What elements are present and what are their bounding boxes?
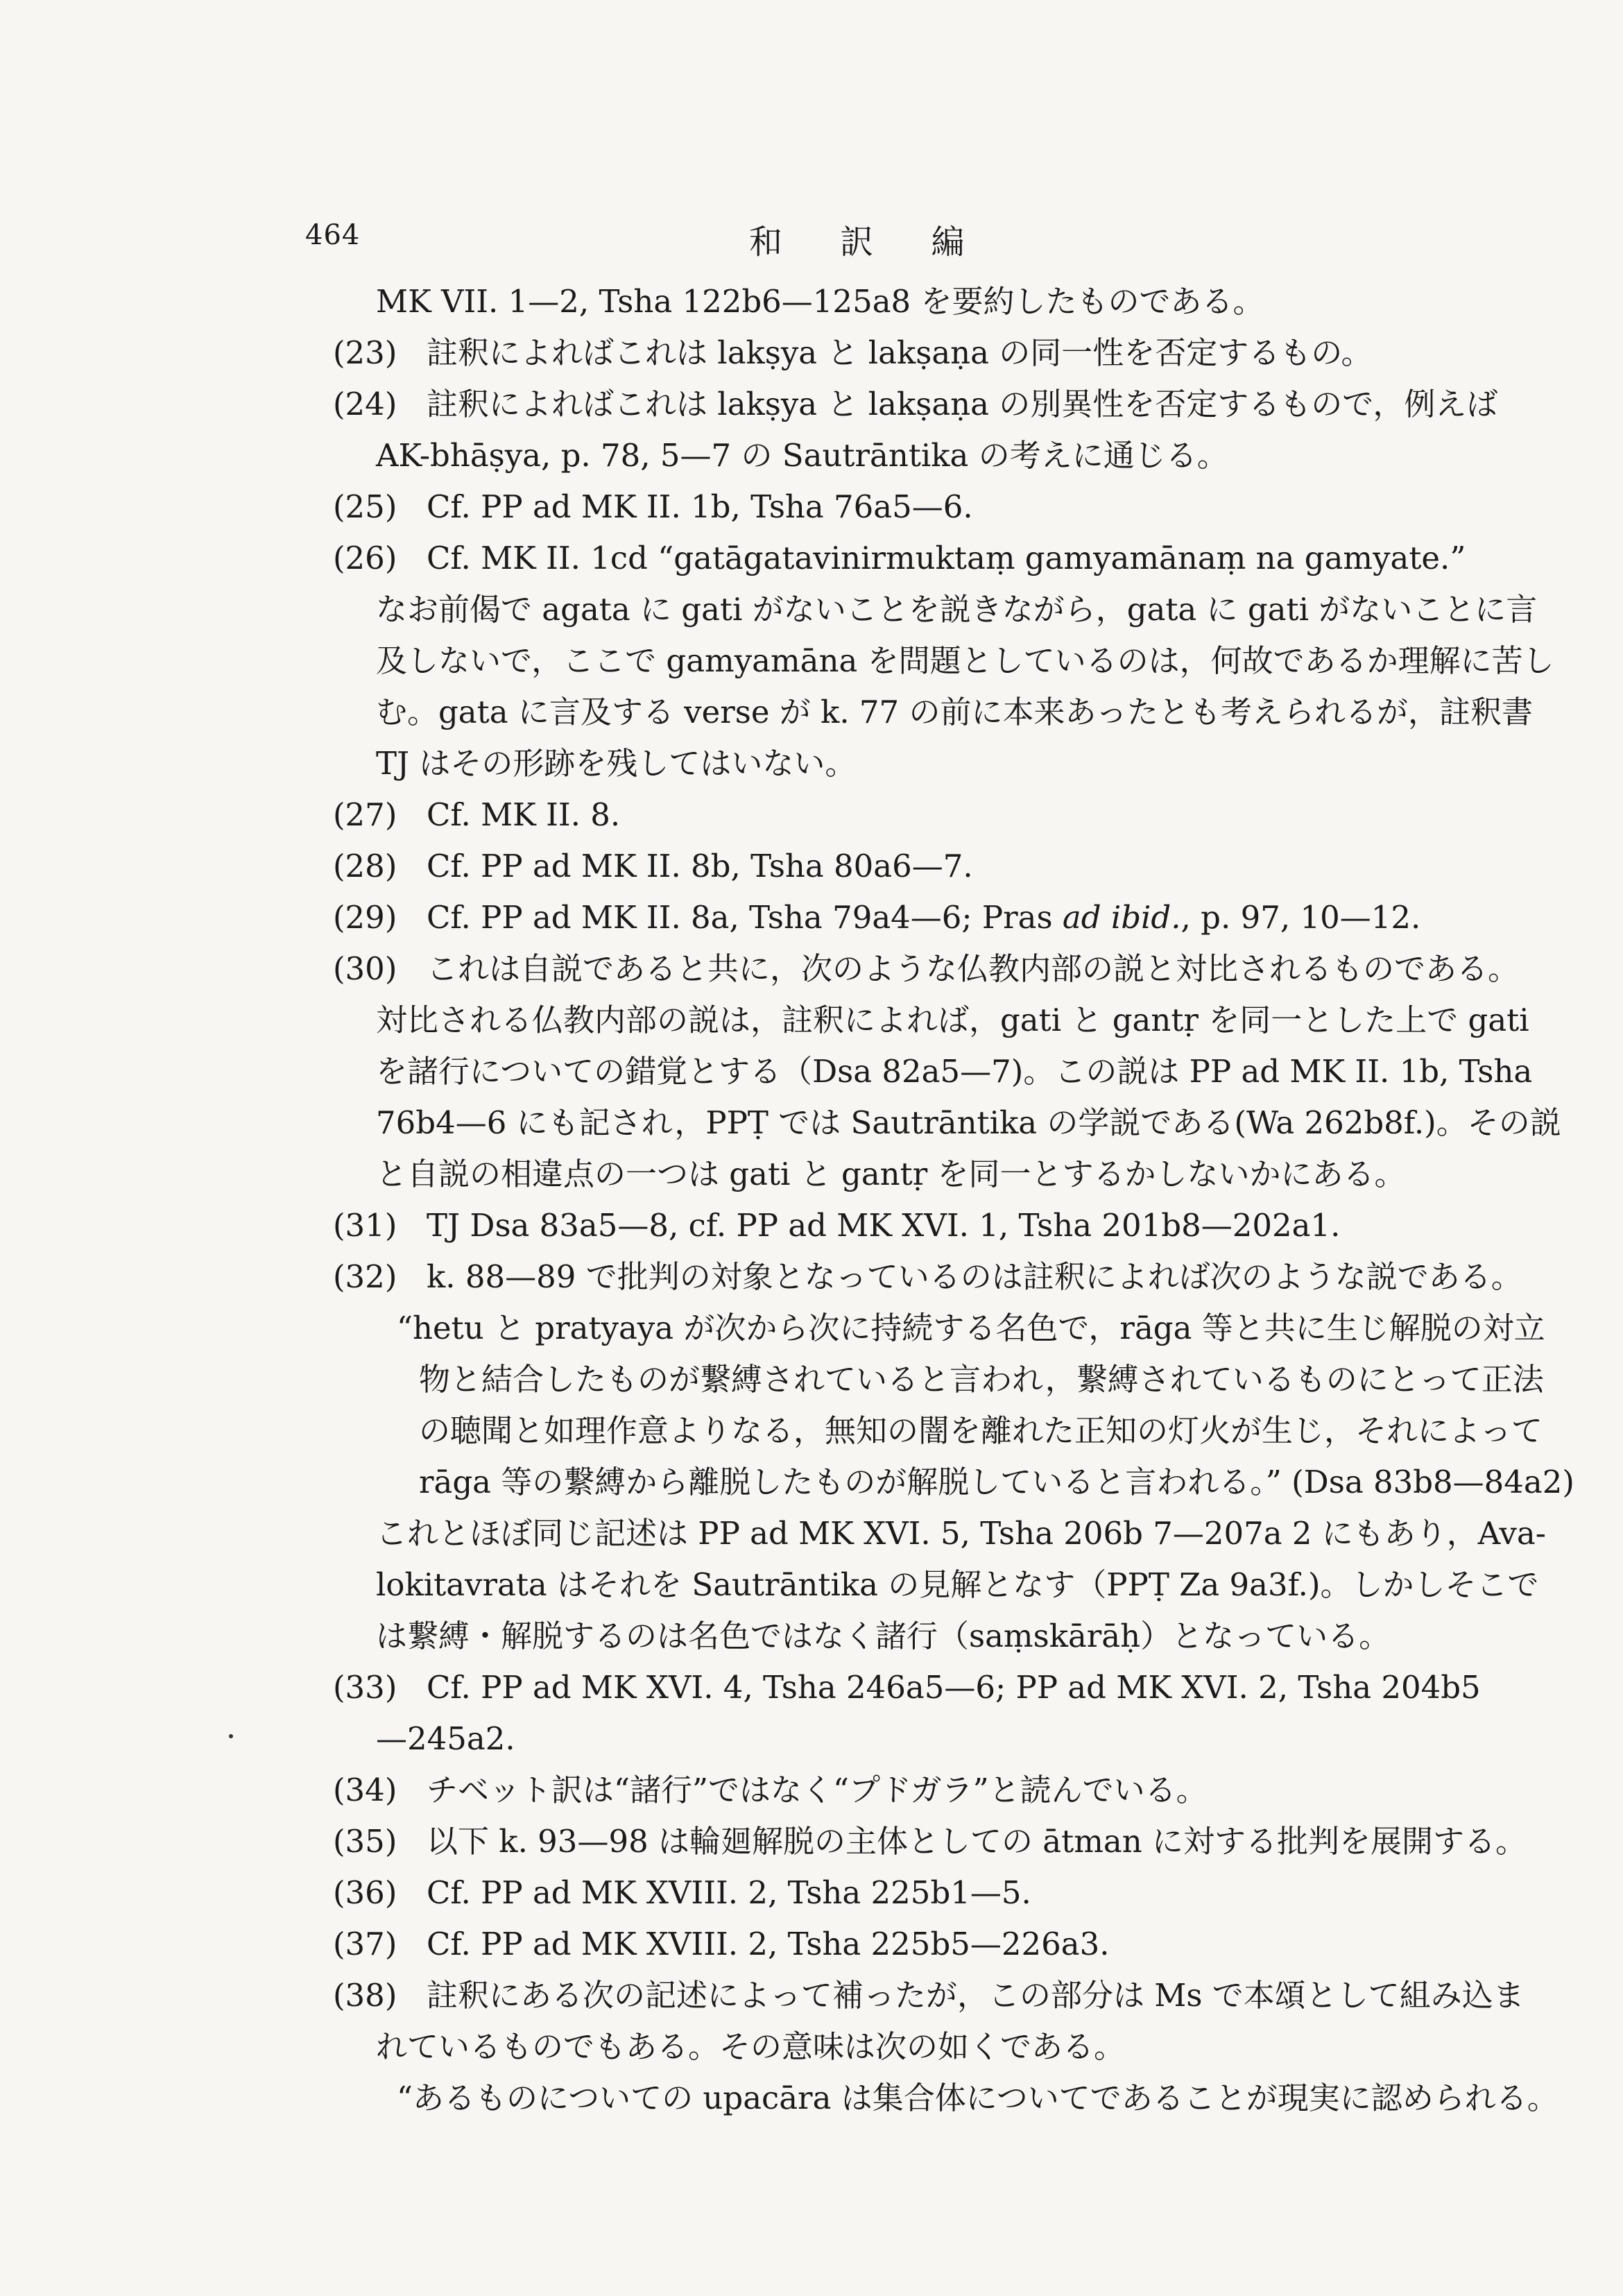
note-number: (32) [333,1258,397,1295]
note-text: Cf. PP ad MK II. 8a, Tsha 79a4—6; Pras [427,899,1063,936]
note-30-continuation: 76b4—6 にも記され，PPṬ では Sautrāntika の学説である(Wa 262b8f.)。その説 [376,1104,1561,1141]
note-35 [333,1816,1527,1867]
scan-speck [229,1734,233,1738]
note-text: 以下 k. 93—98 は輪廻解脱の主体としての ātman に対する批判を展開する。 [427,1823,1527,1860]
note-number: (26) [333,540,397,576]
note-32-quote: 物と結合したものが繋縛されていると言われ，繋縛されているものにとって正法 [419,1361,1544,1398]
note-number: (30) [333,950,397,987]
note-text: 註釈にある次の記述によって補ったが，この部分は Ms で本頌として組み込ま [427,1977,1525,2014]
note-31 [333,1200,1512,1251]
note-30 [333,943,1520,995]
note-28 [333,841,1512,892]
note-number: (33) [333,1669,397,1706]
note-32-continuation: は繋縛・解脱するのは名色ではなく諸行（saṃskārāḥ）となっている。 [376,1618,1391,1654]
note-number: (35) [333,1823,397,1860]
note-text: k. 88—89 で批判の対象となっているのは註釈によれば次のような説である。 [427,1258,1522,1295]
note-number: (37) [333,1926,397,1962]
note-number: (29) [333,899,397,936]
note-30-continuation: を諸行についての錯覚とする（Dsa 82a5—7)。この説は PP ad MK II. 1b, Tsha [376,1053,1533,1090]
note-text: Cf. PP ad MK II. 1b, Tsha 76a5—6. [427,488,973,525]
note-26-continuation: なお前偈で agata に gati がないことを説きながら，gata に gati がないことに言 [376,591,1538,628]
note-38-continuation: れているものでもある。その意味は次の如くである。 [376,2028,1126,2065]
note-26-continuation: 及しないで，ここで gamyamāna を問題としているのは，何故であるか理解に苦し [376,642,1554,679]
page-number: 464 [305,219,361,251]
note-number: (38) [333,1977,397,2014]
note-33 [333,1662,1512,1713]
note-36 [333,1867,1512,1919]
note-number: (28) [333,848,397,884]
notes-body [333,276,1574,2124]
note-26-continuation: む。gata に言及する verse が k. 77 の前に本来あったとも考えられるが，註釈書 [376,694,1534,730]
note-32-quote: “hetu と pratyaya が次から次に持続する名色で，rāga 等と共に生じ解脱の対立 [397,1310,1545,1346]
note-38-quote: “あるものについての upacāra は集合体についてであることが現実に認められる。 [397,2080,1558,2116]
note-text: , p. 97, 10—12. [1180,899,1421,936]
note-37 [333,1919,1512,1970]
note-23 [333,327,1512,379]
note-34 [333,1765,1512,1816]
note-text: これは自説であると共に，次のような仏教内部の説と対比されるものである。 [427,950,1520,987]
note-26 [333,533,1512,584]
note-number: (34) [333,1772,397,1808]
note-text: チベット訳は“諸行”ではなく“プドガラ”と読んでいる。 [427,1772,1208,1808]
note-24-continuation: AK-bhāṣya, p. 78, 5—7 の Sautrāntika の考えに通じる。 [376,437,1228,474]
note-text: Cf. PP ad MK XVIII. 2, Tsha 225b5—226a3. [427,1926,1110,1962]
note-25 [333,481,1512,533]
note-number: (31) [333,1207,397,1244]
note-number: (25) [333,488,397,525]
running-title: 和 訳 編 [749,223,988,262]
note-27 [333,789,1512,841]
note-32 [333,1251,1522,1303]
note-33-continuation: —245a2. [376,1720,515,1757]
note-text: Cf. PP ad MK XVI. 4, Tsha 246a5—6; PP ad MK XVI. 2, Tsha 204b5 [427,1669,1481,1706]
text-line: MK VII. 1—2, Tsha 122b6—125a8 を要約したものである。 [376,283,1264,320]
note-text: TJ Dsa 83a5—8, cf. PP ad MK XVI. 1, Tsha 201b8—202a1. [427,1207,1341,1244]
note-text: Cf. MK II. 8. [427,796,621,833]
note-text: 註釈によればこれは lakṣya と lakṣaṇa の別異性を否定するもので，例えば [427,386,1498,422]
note-24 [333,379,1512,430]
note-38 [333,1970,1525,2021]
note-32-continuation: lokitavrata はそれを Sautrāntika の見解となす（PPṬ Za 9a3f.)。しかしそこで [376,1566,1539,1603]
note-text: Cf. PP ad MK II. 8b, Tsha 80a6—7. [427,848,973,884]
note-26-continuation: TJ はその形跡を残してはいない。 [376,745,857,782]
note-text-italic: ad ibid. [1062,899,1181,936]
note-32-continuation: これとほぼ同じ記述は PP ad MK XVI. 5, Tsha 206b 7—207a 2 にもあり，Ava- [376,1515,1546,1552]
note-text: Cf. MK II. 1cd “gatāgatavinirmuktaṃ gamyamānaṃ na gamyate.” [427,540,1466,576]
note-number: (36) [333,1874,397,1911]
note-32-quote: rāga 等の繋縛から離脱したものが解脱していると言われる。” (Dsa 83b8—84a2) [419,1464,1574,1500]
note-number: (27) [333,796,397,833]
note-text: Cf. PP ad MK XVIII. 2, Tsha 225b1—5. [427,1874,1031,1911]
note-30-continuation: 対比される仏教内部の説は，註釈によれば，gati と gantṛ を同一とした上で gati [376,1002,1529,1038]
note-29 [333,892,1512,943]
note-number: (23) [333,334,397,371]
note-number: (24) [333,386,397,422]
note-30-continuation: と自説の相違点の一つは gati と gantṛ を同一とするかしないかにある。 [376,1156,1406,1192]
note-text: 註釈によればこれは lakṣya と lakṣaṇa の同一性を否定するもの。 [427,334,1373,371]
note-32-quote: の聴聞と如理作意よりなる，無知の闇を離れた正知の灯火が生じ，それによって [419,1412,1543,1449]
